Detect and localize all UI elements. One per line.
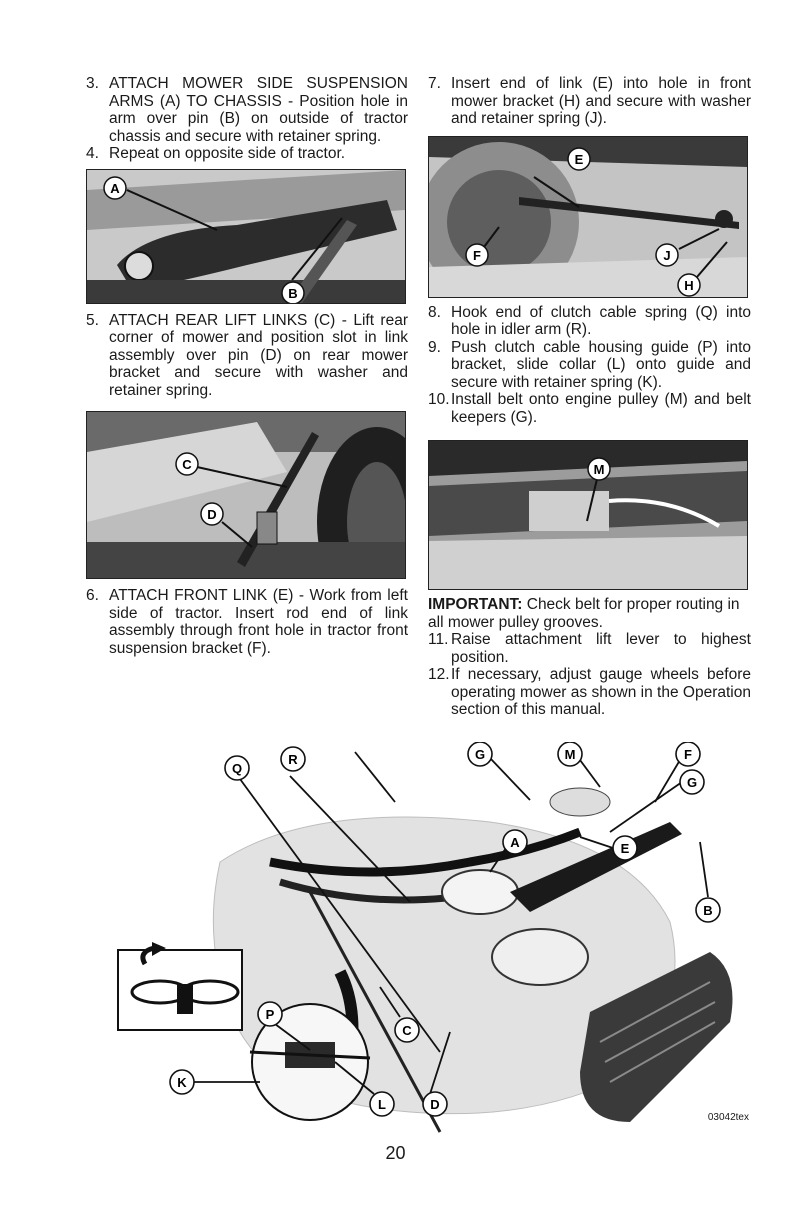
callout-p: P bbox=[265, 1007, 275, 1022]
step-text: Repeat on opposite side of tractor. bbox=[109, 145, 346, 162]
step-7 bbox=[428, 75, 751, 128]
callout-m: M bbox=[593, 462, 605, 477]
important-note bbox=[428, 596, 751, 631]
step-11 bbox=[428, 631, 751, 666]
step-number: 5. bbox=[86, 311, 99, 329]
step-text: Hook end of clutch cable spring (Q) into hole in idler arm (R). bbox=[451, 303, 751, 338]
step-5 bbox=[86, 312, 408, 400]
step-number: 12. bbox=[428, 666, 450, 683]
callout-a: A bbox=[510, 835, 520, 850]
step-number: 3. bbox=[86, 75, 99, 92]
step-number: 11. bbox=[428, 631, 449, 648]
callout-c: C bbox=[182, 457, 192, 472]
important-text: Check belt for proper routing in all mower pulley grooves. bbox=[428, 596, 740, 631]
step-4 bbox=[86, 145, 408, 163]
callout-g-top: G bbox=[474, 747, 486, 762]
step-number: 10. bbox=[428, 391, 450, 408]
step-6 bbox=[86, 587, 408, 657]
photo-suspension-arm bbox=[86, 169, 406, 304]
step-text: Raise attachment lift lever to highest position. bbox=[451, 631, 751, 666]
callout-d: D bbox=[430, 1097, 440, 1112]
figure-part-id: 03042tex bbox=[707, 1112, 749, 1123]
step-number: 4. bbox=[86, 145, 99, 162]
step-number: 8. bbox=[428, 303, 441, 321]
step-number: 6. bbox=[86, 587, 99, 604]
callout-b: B bbox=[703, 903, 713, 918]
step-text: Install belt onto engine pulley (M) and belt keepers (G). bbox=[451, 391, 751, 426]
callout-j: J bbox=[663, 247, 671, 263]
callout-l: L bbox=[378, 1097, 386, 1112]
step-text: Insert end of link (E) into hole in front mower bracket (H) and secure with washer and retainer spring (J). bbox=[451, 75, 751, 127]
mower-assembly-diagram bbox=[110, 742, 760, 1142]
step-text: ATTACH REAR LIFT LINKS (C) - Lift rear corner of mower and position slot in link assembly over pin (D) on rear mower bracket and secure with washer and retainer spring. bbox=[109, 311, 408, 399]
right-column bbox=[428, 75, 751, 719]
callout-h: H bbox=[684, 277, 694, 293]
callout-f: F bbox=[473, 247, 481, 263]
callout-e: E bbox=[620, 841, 630, 856]
callout-d: D bbox=[207, 507, 217, 522]
callout-m: M bbox=[564, 747, 576, 762]
step-text: ATTACH MOWER SIDE SUSPENSION ARMS (A) TO CHASSIS - Position hole in arm over pin (B) on outside of tractor chassis and secure with retainer spring. bbox=[109, 75, 408, 145]
step-number: 7. bbox=[428, 75, 441, 92]
callout-f: F bbox=[684, 747, 692, 762]
callout-b: B bbox=[288, 285, 298, 301]
step-text: If necessary, adjust gauge wheels before operating mower as shown in the Operation section of this manual. bbox=[451, 666, 751, 718]
callout-c: C bbox=[402, 1023, 412, 1038]
callout-a: A bbox=[110, 180, 120, 196]
step-3 bbox=[86, 75, 408, 145]
callout-g-right: G bbox=[686, 775, 698, 790]
step-text: Push clutch cable housing guide (P) into bracket, slide collar (L) onto guide and secure with retainer spring (K). bbox=[451, 338, 751, 391]
left-column bbox=[86, 75, 408, 657]
callout-k: K bbox=[177, 1075, 187, 1090]
step-10 bbox=[428, 391, 751, 426]
step-8 bbox=[428, 304, 751, 339]
photo-engine-pulley bbox=[428, 440, 748, 590]
photo-front-link bbox=[428, 136, 748, 298]
callout-e: E bbox=[574, 151, 584, 167]
step-12 bbox=[428, 666, 751, 719]
page-number: 20 bbox=[385, 1143, 406, 1163]
step-text: ATTACH FRONT LINK (E) - Work from left side of tractor. Insert rod end of link assembly through front hole in tractor front suspension bracket (F). bbox=[109, 587, 408, 657]
photo-rear-lift-link bbox=[86, 411, 406, 579]
step-9 bbox=[428, 339, 751, 392]
callout-q: Q bbox=[231, 761, 243, 776]
important-label: IMPORTANT: bbox=[428, 596, 523, 613]
step-number: 9. bbox=[428, 338, 441, 356]
callout-r: R bbox=[288, 752, 298, 767]
